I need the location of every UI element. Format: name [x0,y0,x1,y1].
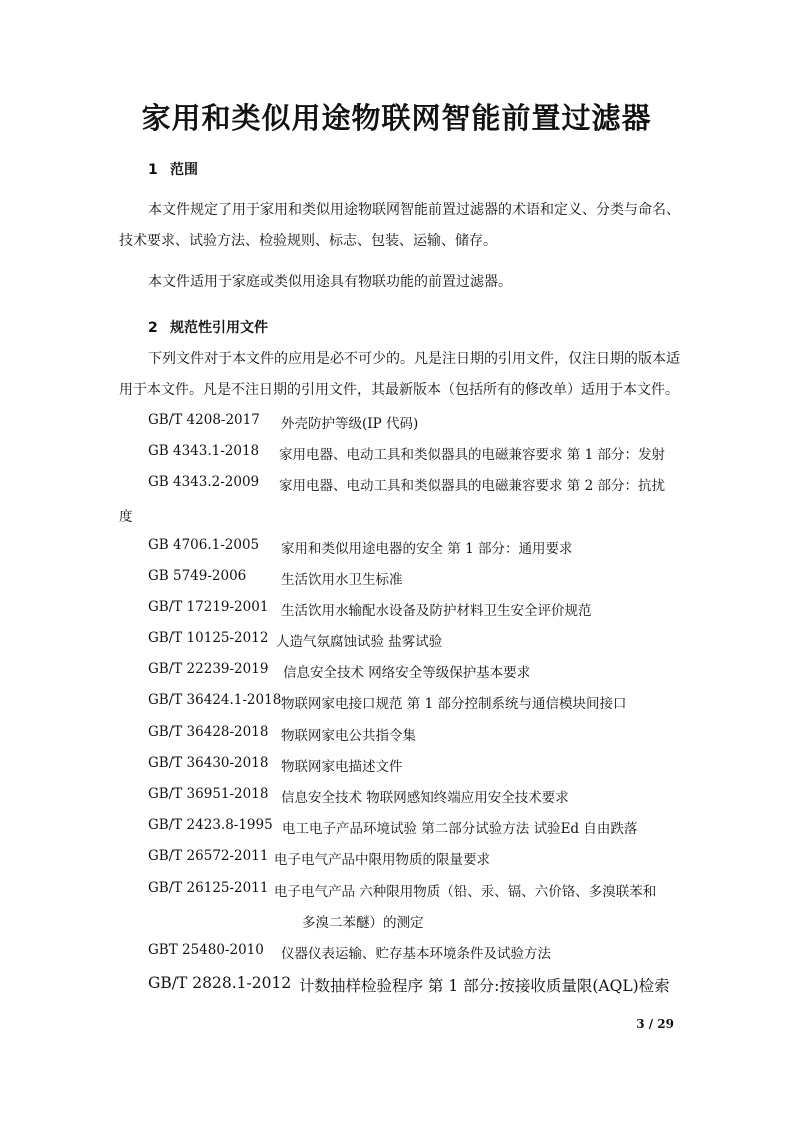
paragraph: 用于本文件。凡是不注日期的引用文件，其最新版本（包括所有的修改单）适用于本文件。 [119,382,679,398]
reference-name: 仪器仪表运输、贮存基本环境条件及试验方法 [281,946,551,962]
reference-item [148,755,403,775]
reference-item [148,474,665,494]
reference-continuation: 度 [119,509,133,525]
reference-code: GB/T 22239-2019 [148,661,269,677]
section-title: 规范性引用文件 [170,320,268,336]
section-number: 2 [148,320,158,336]
reference-code: GB/T 36428-2018 [148,724,269,740]
reference-name: 计数抽样检验程序 第 1 部分:按接收质量限(AQL)检索 [299,977,670,995]
reference-name: 外壳防护等级(IP 代码) [281,416,419,432]
reference-name: 信息安全技术 物联网感知终端应用安全技术要求 [281,790,569,806]
reference-item [148,599,592,619]
reference-name: 电子电气产品 六种限用物质（铅、汞、镉、六价铬、多溴联苯和 [274,884,657,900]
reference-code: GB/T 26572-2011 [148,848,269,864]
paragraph: 本文件规定了用于家用和类似用途物联网智能前置过滤器的术语和定义、分类与命名、 [148,202,680,218]
section-2-heading [148,317,268,337]
reference-item [148,630,443,650]
reference-name: 生活饮用水卫生标准 [281,572,403,588]
reference-item [148,817,638,837]
reference-code: GB/T 36430-2018 [148,755,269,771]
reference-item [148,537,573,557]
reference-name: 家用电器、电动工具和类似器具的电磁兼容要求 第 2 部分：抗扰 [279,478,665,494]
reference-item [148,942,551,962]
reference-item [148,880,657,900]
reference-code: GBT 25480-2010 [148,942,264,958]
reference-code: GB/T 2423.8-1995 [148,817,273,833]
reference-continuation: 多溴二苯醚）的测定 [302,915,424,931]
reference-name: 家用和类似用途电器的安全 第 1 部分：通用要求 [281,541,573,557]
reference-name: 信息安全技术 网络安全等级保护基本要求 [283,665,531,681]
reference-item [148,443,665,463]
reference-code: GB/T 36424.1-2018 [148,692,282,708]
reference-item [148,692,627,712]
document-title: 家用和类似用途物联网智能前置过滤器 [141,101,652,135]
reference-code: GB/T 26125-2011 [148,880,269,896]
reference-code: GB 4343.2-2009 [148,474,260,490]
reference-name: 物联网家电接口规范 第 1 部分控制系统与通信模块间接口 [281,696,627,712]
paragraph: 技术要求、试验方法、检验规则、标志、包装、运输、储存。 [119,233,497,249]
reference-code: GB 5749-2006 [148,568,247,584]
reference-name: 人造气氛腐蚀试验 盐雾试验 [276,634,443,650]
reference-name: 家用电器、电动工具和类似器具的电磁兼容要求 第 1 部分：发射 [279,447,665,463]
reference-item [148,412,419,432]
reference-item [148,661,531,681]
reference-name: 电子电气产品中限用物质的限量要求 [274,852,490,868]
reference-item [148,724,416,744]
reference-code: GB 4706.1-2005 [148,537,260,553]
reference-code: GB/T 4208-2017 [148,412,260,428]
reference-code: GB/T 36951-2018 [148,786,269,802]
reference-code: GB/T 17219-2001 [148,599,269,615]
reference-name: 物联网家电公共指令集 [281,728,416,744]
reference-code: GB/T 10125-2012 [148,630,269,646]
reference-item [148,848,490,868]
section-title: 范围 [170,162,198,178]
paragraph: 下列文件对于本文件的应用是必不可少的。凡是注日期的引用文件，仅注日期的版本适 [148,351,680,367]
section-number: 1 [148,162,158,178]
reference-item [148,786,569,806]
reference-item [148,974,670,995]
section-1-heading [148,159,198,179]
reference-code: GB 4343.1-2018 [148,443,260,459]
reference-name: 电工电子产品环境试验 第二部分试验方法 试验Ed 自由跌落 [282,821,638,837]
paragraph: 本文件适用于家庭或类似用途具有物联功能的前置过滤器。 [148,274,512,290]
reference-name: 生活饮用水输配水设备及防护材料卫生安全评价规范 [281,603,592,619]
reference-name: 物联网家电描述文件 [281,759,403,775]
page-number: 3 / 29 [636,1017,674,1031]
reference-code: GB/T 2828.1-2012 [148,974,292,992]
reference-item [148,568,403,588]
